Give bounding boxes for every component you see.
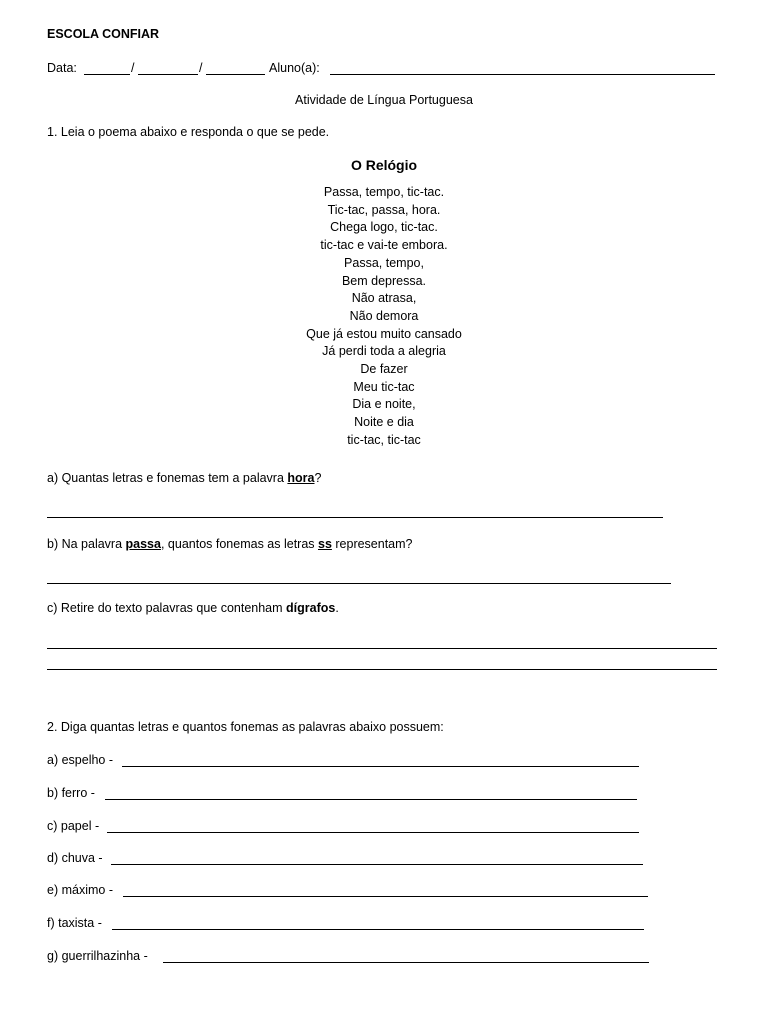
answer-line-1c[interactable]	[47, 669, 717, 670]
question-1a-word: hora	[287, 471, 315, 485]
question-2-item: e) máximo -	[47, 883, 113, 897]
poem-line: Dia e noite,	[352, 397, 416, 412]
poem-line: Que já estou muito cansado	[306, 326, 462, 341]
question-1b-letters: ss	[318, 537, 332, 551]
answer-line-2f[interactable]	[112, 929, 644, 930]
poem-line: Chega logo, tic-tac.	[330, 220, 438, 235]
question-1b	[47, 537, 413, 551]
question-1b-end: representam?	[331, 537, 413, 551]
date-separator: /	[199, 61, 203, 75]
question-1c-text: c) Retire do texto palavras que contenham	[47, 601, 287, 615]
question-2-item: d) chuva -	[47, 851, 103, 865]
date-day-field[interactable]	[84, 74, 130, 75]
date-label: Data:	[47, 61, 77, 75]
poem-title: O Relógio	[350, 157, 418, 173]
question-1a	[47, 471, 321, 485]
poem-line: tic-tac, tic-tac	[347, 432, 421, 447]
poem-line: Meu tic-tac	[353, 379, 415, 394]
answer-line-2c[interactable]	[107, 832, 639, 833]
question-1a-text: a) Quantas letras e fonemas tem a palavra	[47, 471, 288, 485]
poem-line: Já perdi toda a alegria	[322, 344, 446, 359]
answer-line-2g[interactable]	[163, 962, 649, 963]
date-separator: /	[131, 61, 135, 75]
question-1c-end: .	[335, 601, 339, 615]
question-1b-text: b) Na palavra	[47, 537, 126, 551]
question-2-prompt: 2. Diga quantas letras e quantos fonemas as palavras abaixo possuem:	[47, 720, 444, 734]
poem-line: Passa, tempo,	[344, 255, 424, 270]
question-2-item: b) ferro -	[47, 786, 95, 800]
answer-line-2e[interactable]	[123, 896, 648, 897]
poem-body	[0, 184, 768, 450]
poem-line: Passa, tempo, tic-tac.	[323, 185, 445, 199]
answer-line-1b[interactable]	[47, 583, 671, 584]
question-1b-word: passa	[125, 537, 161, 551]
date-year-field[interactable]	[206, 74, 265, 75]
question-1a-end: ?	[314, 471, 322, 485]
poem-line: tic-tac e vai-te embora.	[320, 238, 448, 253]
poem-line: De fazer	[360, 362, 408, 377]
question-2-item: c) papel -	[47, 819, 100, 833]
question-2-item: f) taxista -	[47, 916, 102, 930]
question-1c-word: dígrafos	[286, 601, 336, 615]
poem-line: Bem depressa.	[341, 273, 427, 288]
answer-line-1a[interactable]	[47, 517, 663, 518]
poem-line: Noite e dia	[354, 415, 414, 430]
student-name-field[interactable]	[330, 74, 715, 75]
date-month-field[interactable]	[138, 74, 198, 75]
subject-title: Atividade de Língua Portuguesa	[295, 93, 473, 107]
school-name: ESCOLA CONFIAR	[47, 27, 160, 41]
question-1b-mid: , quantos fonemas as letras	[160, 537, 318, 551]
question-1c	[47, 601, 339, 615]
answer-line-1c[interactable]	[47, 648, 717, 649]
poem-line: Tic-tac, passa, hora.	[327, 202, 441, 217]
question-2-item: a) espelho -	[47, 753, 114, 767]
answer-line-2d[interactable]	[111, 864, 643, 865]
question-1-prompt: 1. Leia o poema abaixo e responda o que se pede.	[47, 125, 330, 139]
question-2-item: g) guerrilhazinha -	[47, 949, 148, 963]
poem-line: Não atrasa,	[351, 291, 417, 306]
answer-line-2b[interactable]	[105, 799, 637, 800]
student-label: Aluno(a):	[269, 61, 320, 75]
poem-line: Não demora	[349, 308, 419, 323]
answer-line-2a[interactable]	[122, 766, 639, 767]
